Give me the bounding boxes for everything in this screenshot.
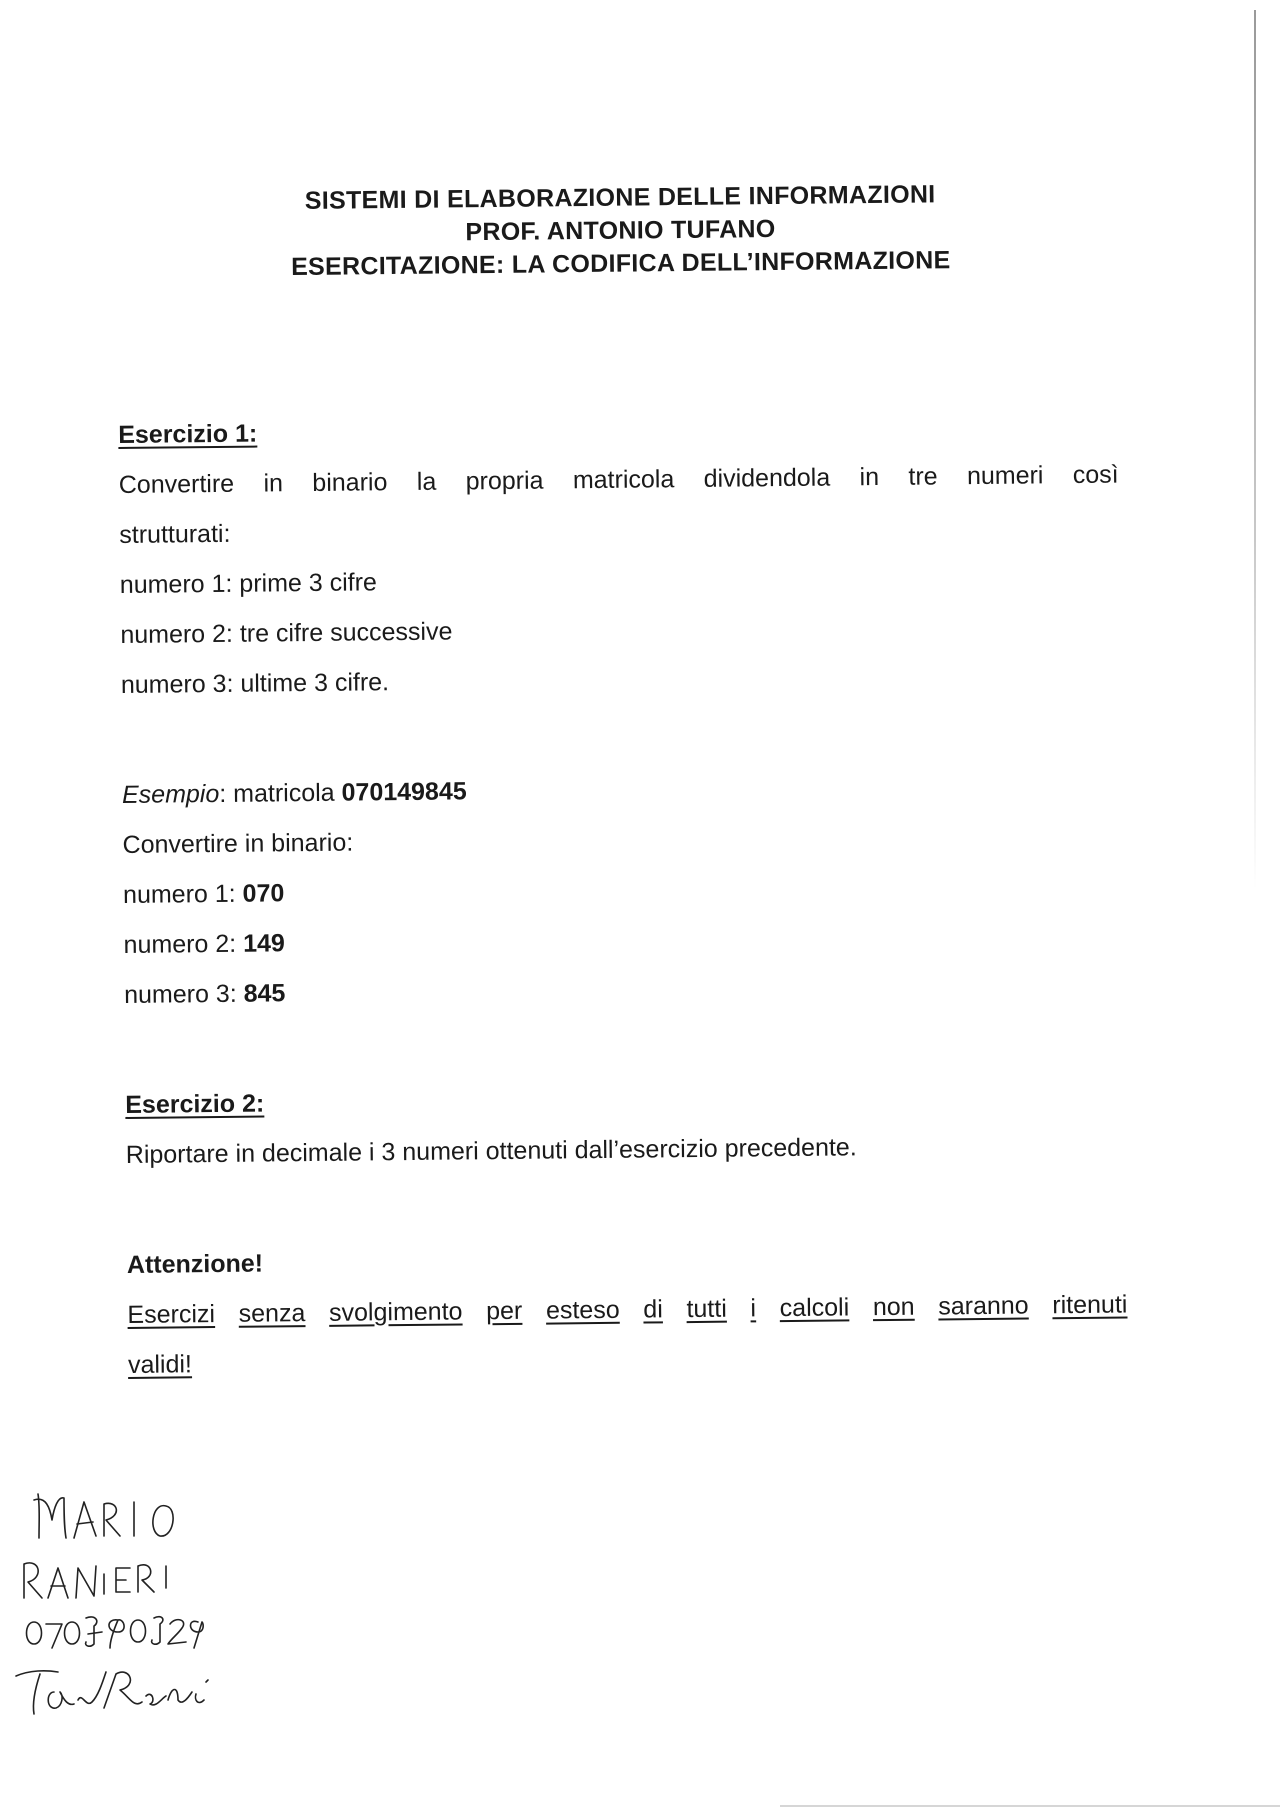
list-item: numero 1: prime 3 cifre xyxy=(119,568,378,599)
warning-text-line2: validi! xyxy=(127,1350,193,1379)
example-number: numero 2: 149 xyxy=(123,929,285,959)
handwritten-first-name xyxy=(34,1494,173,1538)
warning-heading: Attenzione! xyxy=(126,1249,264,1279)
document-body xyxy=(118,399,1148,1390)
example-text: : matricola xyxy=(219,778,342,808)
handwritten-signature-block xyxy=(6,1486,326,1746)
list-item: numero 2: tre cifre successive xyxy=(120,617,453,649)
scan-edge-line xyxy=(1254,10,1256,890)
exercise-2-text: Riportare in decimale i 3 numeri ottenuti dall’esercizio precedente. xyxy=(125,1133,857,1169)
list-item: numero 3: ultime 3 cifre. xyxy=(120,668,390,699)
exercise-title: ESERCITAZIONE: LA CODIFICA DELL’INFORMAZIONE xyxy=(290,246,951,282)
example-number: numero 1: 070 xyxy=(122,879,285,909)
warning-text: Esercizi senza svolgimento per esteso di tutti i calcoli non saranno ritenuti xyxy=(127,1290,1128,1329)
exercise-1-intro: Convertire in binario la propria matricola dividendola in tre numeri così xyxy=(118,460,1119,499)
handwritten-signature xyxy=(16,1671,208,1714)
handwritten-matricola xyxy=(27,1617,204,1648)
exercise-1-heading: Esercizio 1: xyxy=(118,419,258,449)
example-matricola: 070149845 xyxy=(341,777,467,807)
example-number: numero 3: 845 xyxy=(123,979,286,1009)
example-label: Esempio xyxy=(121,779,220,809)
example-convert: Convertire in binario: xyxy=(122,828,354,859)
handwritten-last-name xyxy=(24,1563,166,1598)
exercise-1-intro-line2: strutturati: xyxy=(119,519,231,549)
exercise-2-heading: Esercizio 2: xyxy=(125,1089,265,1119)
document-header xyxy=(200,177,1041,285)
professor-name: PROF. ANTONIO TUFANO xyxy=(465,214,776,247)
scan-bottom-line xyxy=(780,1805,1280,1807)
course-title: SISTEMI DI ELABORAZIONE DELLE INFORMAZIONI xyxy=(304,180,936,215)
